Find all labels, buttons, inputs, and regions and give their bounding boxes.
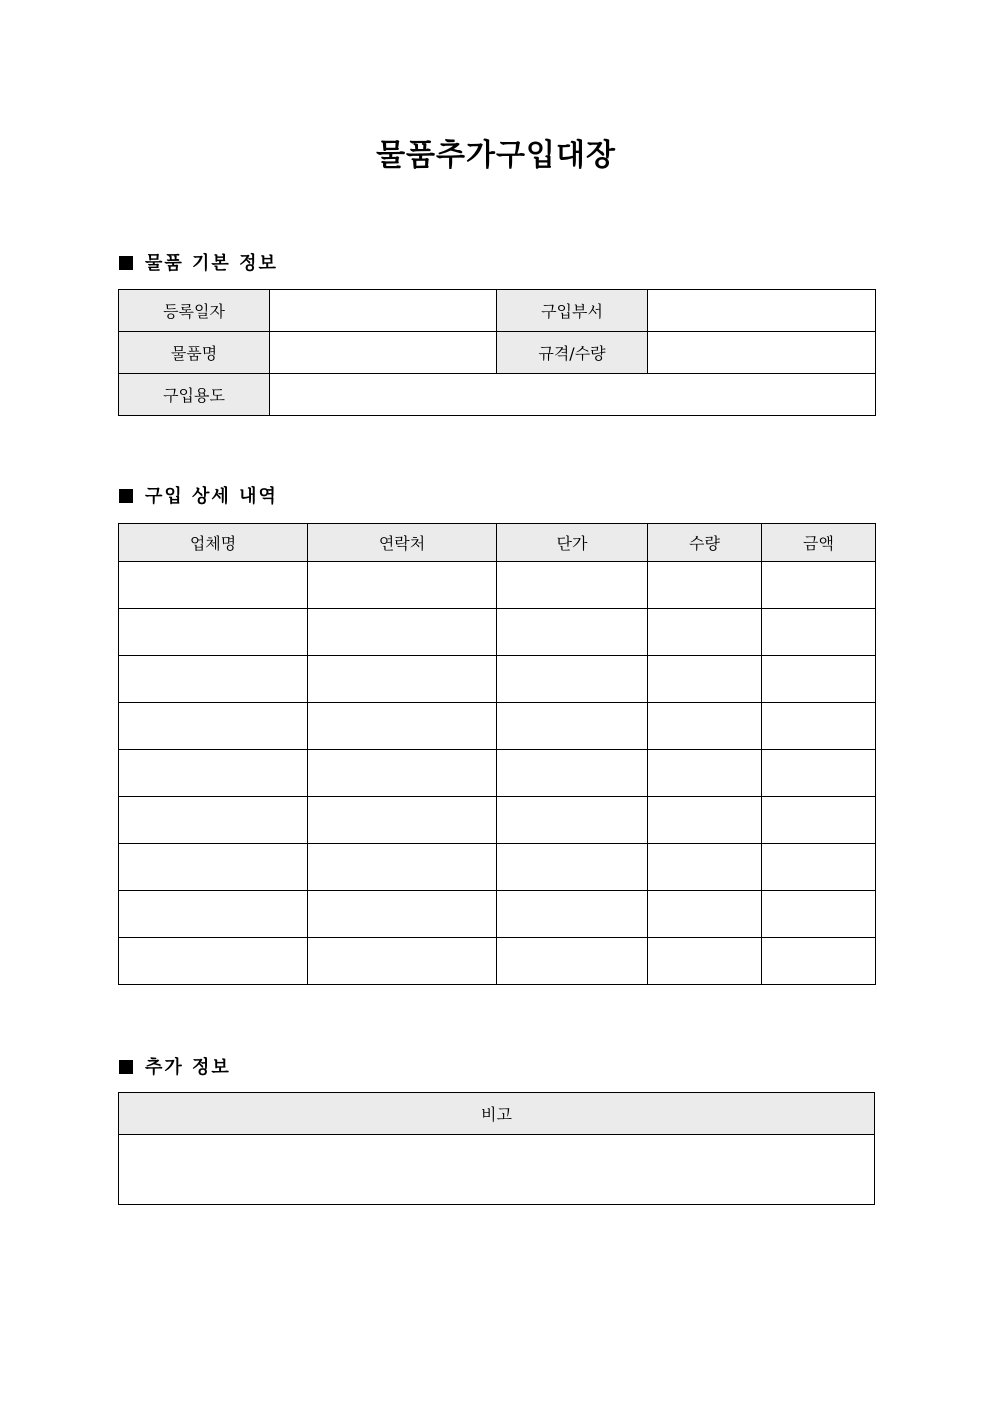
table-row	[119, 891, 876, 938]
table-cell[interactable]	[762, 562, 876, 609]
table-cell[interactable]	[497, 703, 648, 750]
table-cell[interactable]	[762, 891, 876, 938]
table-cell[interactable]	[497, 938, 648, 985]
table-cell[interactable]	[648, 609, 762, 656]
section-heading-detail-text: 구입 상세 내역	[145, 486, 278, 507]
field-item-name[interactable]	[270, 332, 497, 374]
section-heading-detail	[119, 485, 278, 509]
table-cell[interactable]	[119, 562, 308, 609]
table-cell[interactable]	[119, 797, 308, 844]
table-cell[interactable]	[762, 844, 876, 891]
column-header-contact: 연락처	[308, 524, 497, 562]
table-row	[119, 797, 876, 844]
table-cell[interactable]	[648, 797, 762, 844]
label-purpose: 구입용도	[119, 374, 270, 416]
table-cell[interactable]	[119, 844, 308, 891]
table-cell[interactable]	[119, 891, 308, 938]
table-cell[interactable]	[308, 750, 497, 797]
table-cell[interactable]	[308, 562, 497, 609]
label-spec-qty: 규격/수량	[497, 332, 648, 374]
table-cell[interactable]	[762, 750, 876, 797]
table-cell[interactable]	[308, 656, 497, 703]
table-cell[interactable]	[119, 703, 308, 750]
table-cell[interactable]	[119, 938, 308, 985]
table-cell[interactable]	[762, 797, 876, 844]
table-cell[interactable]	[762, 656, 876, 703]
basic-info-table	[118, 289, 876, 416]
table-cell[interactable]	[308, 797, 497, 844]
table-cell[interactable]	[497, 844, 648, 891]
field-purpose[interactable]	[270, 374, 876, 416]
column-header-amount: 금액	[762, 524, 876, 562]
additional-info-table	[118, 1092, 875, 1205]
column-header-unit-price: 단가	[497, 524, 648, 562]
table-cell[interactable]	[308, 844, 497, 891]
table-cell[interactable]	[308, 891, 497, 938]
field-spec-qty[interactable]	[648, 332, 876, 374]
table-cell[interactable]	[497, 562, 648, 609]
column-header-quantity: 수량	[648, 524, 762, 562]
table-cell[interactable]	[308, 703, 497, 750]
table-row	[119, 703, 876, 750]
table-cell[interactable]	[762, 938, 876, 985]
table-row	[119, 750, 876, 797]
section-heading-extra	[119, 1056, 231, 1080]
table-cell[interactable]	[648, 938, 762, 985]
document-title: 물품추가구입대장	[376, 138, 616, 173]
table-cell[interactable]	[648, 844, 762, 891]
square-bullet-icon	[119, 489, 133, 503]
square-bullet-icon	[119, 256, 133, 270]
table-cell[interactable]	[119, 656, 308, 703]
table-row	[119, 844, 876, 891]
table-cell[interactable]	[648, 562, 762, 609]
table-cell[interactable]	[497, 750, 648, 797]
label-remarks: 비고	[119, 1093, 875, 1135]
label-dept: 구입부서	[497, 290, 648, 332]
square-bullet-icon	[119, 1060, 133, 1074]
table-cell[interactable]	[308, 609, 497, 656]
field-dept[interactable]	[648, 290, 876, 332]
section-heading-basic-text: 물품 기본 정보	[145, 253, 278, 274]
table-cell[interactable]	[497, 656, 648, 703]
section-heading-basic	[119, 252, 278, 276]
table-cell[interactable]	[497, 891, 648, 938]
table-cell[interactable]	[497, 609, 648, 656]
table-cell[interactable]	[648, 656, 762, 703]
table-row	[119, 609, 876, 656]
table-cell[interactable]	[119, 609, 308, 656]
section-heading-extra-text: 추가 정보	[145, 1057, 231, 1078]
table-row	[119, 562, 876, 609]
purchase-detail-table	[118, 523, 876, 985]
label-reg-date: 등록일자	[119, 290, 270, 332]
column-header-vendor: 업체명	[119, 524, 308, 562]
table-cell[interactable]	[762, 703, 876, 750]
table-cell[interactable]	[648, 750, 762, 797]
table-cell[interactable]	[497, 797, 648, 844]
table-row	[119, 656, 876, 703]
table-cell[interactable]	[119, 750, 308, 797]
field-reg-date[interactable]	[270, 290, 497, 332]
table-cell[interactable]	[762, 609, 876, 656]
table-cell[interactable]	[648, 703, 762, 750]
field-remarks[interactable]	[119, 1135, 875, 1205]
table-cell[interactable]	[648, 891, 762, 938]
label-item-name: 물품명	[119, 332, 270, 374]
table-cell[interactable]	[308, 938, 497, 985]
table-row	[119, 938, 876, 985]
